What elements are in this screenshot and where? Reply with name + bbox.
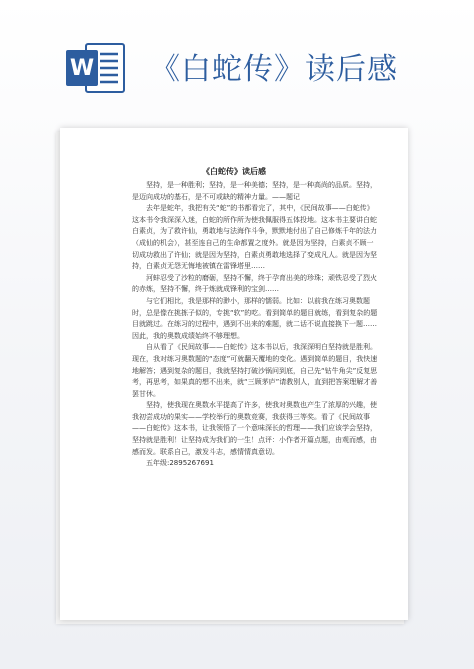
signature-line: 五年级:2895267691 xyxy=(146,459,214,468)
paragraph: 去年是蛇年，我把有关“蛇”的书都看完了，其中，《民间故事——白蛇传》这本书令我深深入迷，白蛇的所作所为使我佩服得五体投地。这本书主要讲白蛇白素贞，为了救许仙，勇敢地与法海作斗争，默默地付出了自己修炼千年的法力（成仙的机会），甚至连自己的生命都置之度外。就是因为坚持，白素贞不顾一切成功救出了许仙；就是因为坚持，白素贞勇敢地选择了变成凡人。就是因为坚持，白素贞无怨无悔地被镇在雷锋塔里…… xyxy=(132,204,377,271)
header xyxy=(0,0,474,118)
paragraph: 与它们相比，我是那样的渺小，那样的懦弱。比如：以前我在练习奥数题时，总是像在挑拣子似的，专挑“软”的吃。看到简单的题目就练，看到复杂的题目就跳过。在练习的过程中，遇到不出来的难题，就二话不说直接换下一题……因此，我的奥数成绩始终不够理想。 xyxy=(132,296,378,340)
paragraph: 河蚌忍受了沙粒的磨砺，坚持不懈，终于孕育出美的珍珠；顽铁忍受了烈火的赤炼，坚持不懈，终于炼就成锋利的宝剑…… xyxy=(132,273,377,294)
document-body xyxy=(132,180,378,470)
page-title: 《白蛇传》读后感 xyxy=(202,167,266,176)
paragraph: 坚持，使我现在奥数水平提高了许多，使我对奥数也产生了浓厚的兴趣，使我初尝成功的果实——学校举行的奥数竞赛，我获得三等奖。看了《民间故事——白蛇传》这本书，让我领悟了一个意味深长的哲理——我们应该学会坚持，坚持就是胜利！让坚持成为我们的一生！点评：小作者开篇点题，由观而感，由感而发。联系自己，激发斗志，感情情真意切。 xyxy=(132,401,377,456)
document-page xyxy=(60,128,408,620)
document-heading: 《白蛇传》读后感 xyxy=(150,52,398,87)
paragraph: 坚持，是一种胜利；坚持，是一种美德；坚持，是一种高尚的品质。坚持，是迈向成功的基石，是不可或缺的精神力量。——题记 xyxy=(132,181,377,201)
svg-text:W: W xyxy=(69,56,95,81)
word-document-icon xyxy=(66,42,126,94)
paragraph: 自从看了《民间故事——白蛇传》这本书以后，我深深明白坚持就是胜利。现在，我对练习奥数题的“态度”可就翻天覆地的变化。遇到简单的题目，我快速地解答；遇到复杂的题目，我就坚持打破沙锅问到底，自己先“钻牛角尖”反复思考，再思考，如果真的想不出来，就“三顾茅庐”请教别人，直到把答案理解才善罢甘休。 xyxy=(132,343,378,398)
